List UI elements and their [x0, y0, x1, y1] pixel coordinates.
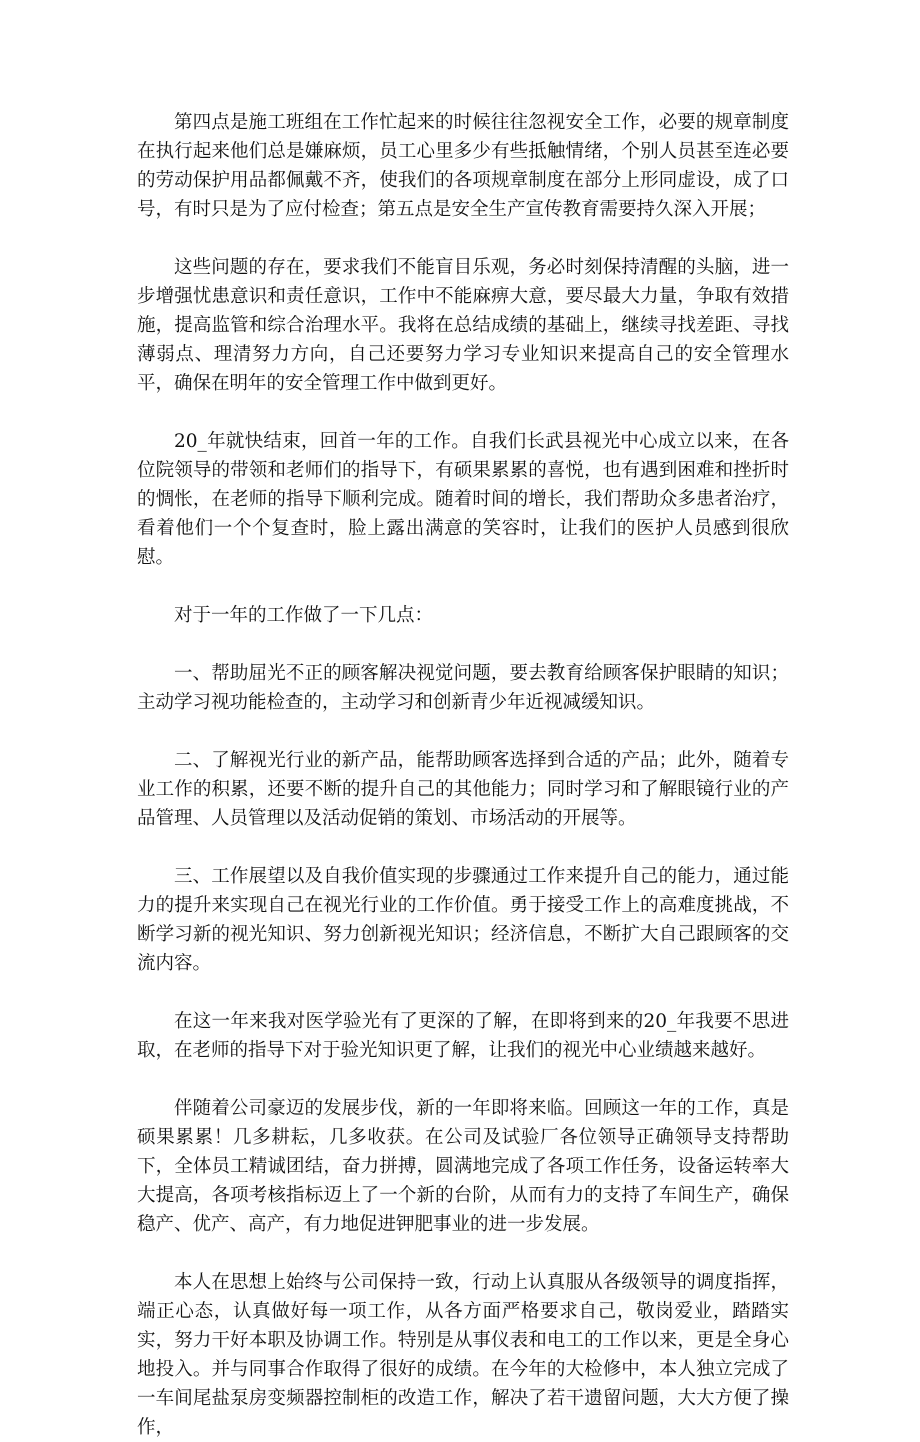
paragraph-4: 对于一年的工作做了一下几点： [174, 605, 434, 626]
paragraph-8: 在这一年来我对医学验光有了更深的了解，在即将到来的20_年我要不思进取，在老师的指导下对于验光知识更了解，让我们的视光中心业绩越来越好。 [137, 1011, 789, 1061]
paragraph-7: 三、工作展望以及自我价值实现的步骤通过工作来提升自己的能力，通过能力的提升来实现自己在视光行业的工作价值。勇于接受工作上的高难度挑战，不断学习新的视光知识、努力创新视光知识；经济信息，不断扩大自己跟顾客的交流内容。 [137, 866, 789, 974]
paragraph-9: 伴随着公司豪迈的发展步伐，新的一年即将来临。回顾这一年的工作，真是硕果累累！几多耕耘，几多收获。在公司及试验厂各位领导正确领导支持帮助下，全体员工精诚团结，奋力拼搏，圆满地完成了各项工作任务，设备运转率大大提高，各项考核指标迈上了一个新的台阶，从而有力的支持了车间生产，确保稳产、优产、高产，有力地促进钾肥事业的进一步发展。 [137, 1098, 789, 1235]
document-body [137, 108, 789, 1442]
paragraph-10: 本人在思想上始终与公司保持一致，行动上认真服从各级领导的调度指挥，端正心态，认真做好每一项工作，从各方面严格要求自己，敬岗爱业，踏踏实实，努力干好本职及协调工作。特别是从事仪表和电工的工作以来，更是全身心地投入。并与同事合作取得了很好的成绩。在今年的大检修中，本人独立完成了一车间尾盐泵房变频器控制柜的改造工作，解决了若干遗留问题，大大方便了操作， [137, 1272, 789, 1438]
paragraph-6: 二、了解视光行业的新产品，能帮助顾客选择到合适的产品；此外，随着专业工作的积累，还要不断的提升自己的其他能力；同时学习和了解眼镜行业的产品管理、人员管理以及活动促销的策划、市场活动的开展等。 [137, 750, 789, 829]
paragraph-5: 一、帮助屈光不正的顾客解决视觉问题，要去教育给顾客保护眼睛的知识；主动学习视功能检查的，主动学习和创新青少年近视减缓知识。 [137, 663, 789, 713]
paragraph-1: 第四点是施工班组在工作忙起来的时候往往忽视安全工作，必要的规章制度在执行起来他们总是嫌麻烦，员工心里多少有些抵触情绪，个别人员甚至连必要的劳动保护用品都佩戴不齐，使我们的各项规章制度在部分上形同虚设，成了口号，有时只是为了应付检查；第五点是安全生产宣传教育需要持久深入开展； [137, 112, 789, 220]
paragraph-3: 20_年就快结束，回首一年的工作。自我们长武县视光中心成立以来，在各位院领导的带领和老师们的指导下，有硕果累累的喜悦，也有遇到困难和挫折时的惆怅，在老师的指导下顺利完成。随着时间的增长，我们帮助众多患者治疗，看着他们一个个复查时，脸上露出满意的笑容时，让我们的医护人员感到很欣慰。 [137, 431, 789, 568]
paragraph-2: 这些问题的存在，要求我们不能盲目乐观，务必时刻保持清醒的头脑，进一步增强忧患意识和责任意识，工作中不能麻痹大意，要尽最大力量，争取有效措施，提高监管和综合治理水平。我将在总结成绩的基础上，继续寻找差距、寻找薄弱点、理清努力方向，自己还要努力学习专业知识来提高自己的安全管理水平，确保在明年的安全管理工作中做到更好。 [137, 257, 789, 394]
